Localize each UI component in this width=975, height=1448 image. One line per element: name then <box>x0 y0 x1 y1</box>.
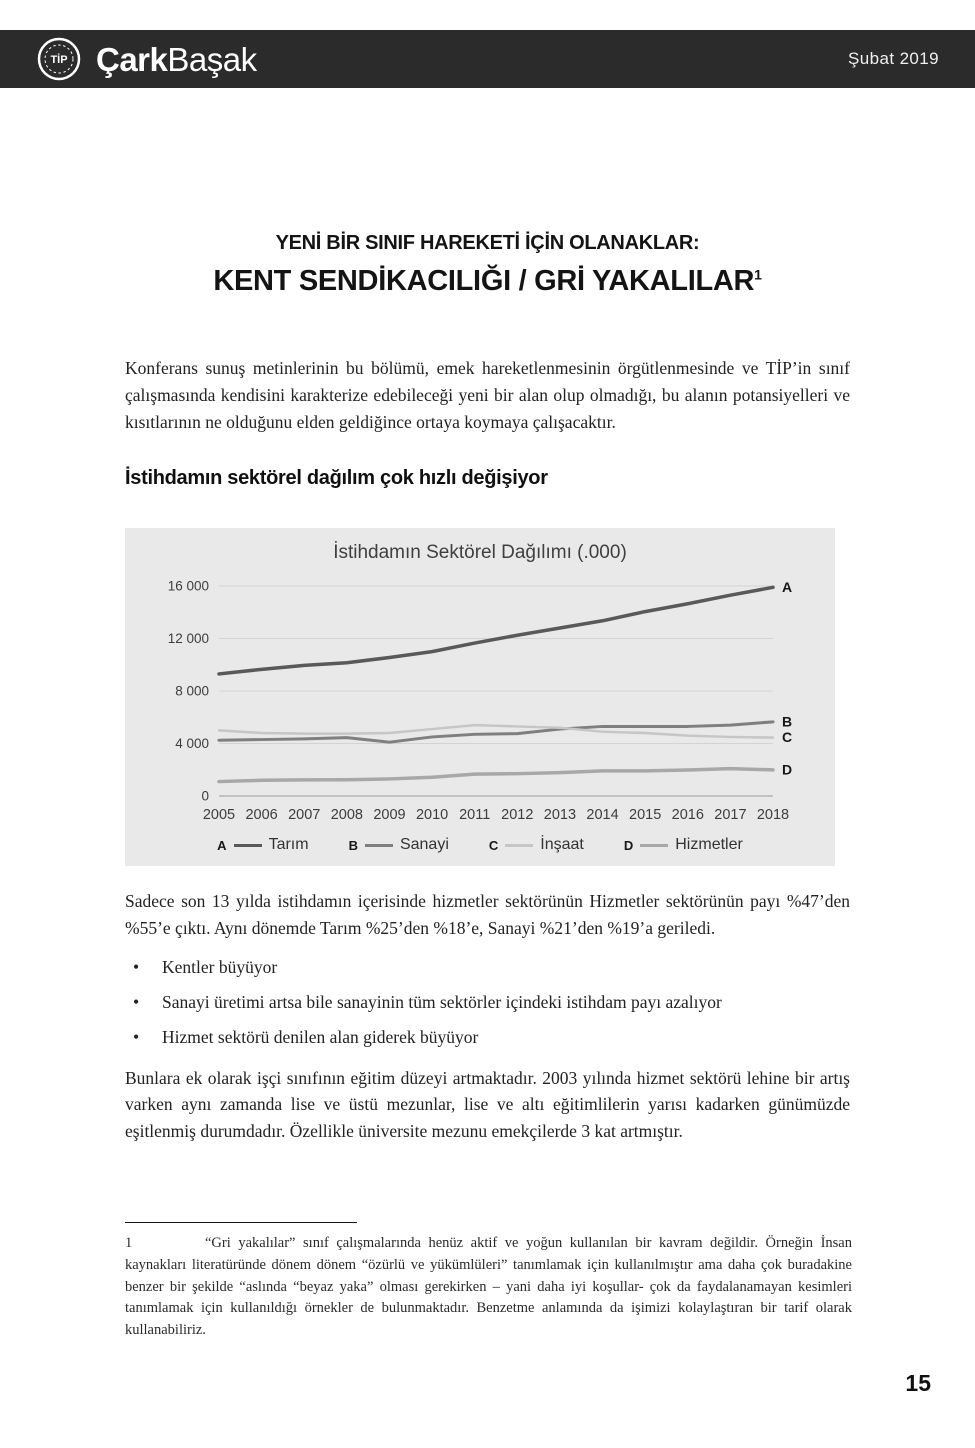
page-number: 15 <box>905 1370 931 1396</box>
closing-paragraph: Bunlara ek olarak işçi sınıfının eğitim düzeyi artmaktadır. 2003 yılında hizmet sektörü lehine bir artış varken aynı zamanda lise ve üstü mezunlar, lise ve altı eğitimlilerin yarısı kadarken günümüzde eşitlenmiş durumdadır. Özellikle üniversite mezunu emekçilerde 3 kat artmıştır. <box>125 1067 850 1142</box>
svg-text:8 000: 8 000 <box>175 683 209 699</box>
list-item: • Kentler büyüyor <box>125 954 850 980</box>
section-heading: İstihdamın sektörel dağılım çok hızlı değişiyor <box>125 467 548 490</box>
brand-bold: Çark <box>96 40 168 78</box>
legend-item <box>217 836 308 854</box>
svg-text:2005: 2005 <box>202 807 236 824</box>
svg-text:D: D <box>782 761 793 778</box>
footnote-text <box>125 1233 852 1342</box>
svg-text:2009: 2009 <box>373 807 406 824</box>
legend-label: Tarım <box>268 836 309 854</box>
article-title <box>125 265 850 298</box>
svg-text:4 000: 4 000 <box>175 736 209 752</box>
svg-text:C: C <box>782 729 793 746</box>
svg-text:2008: 2008 <box>330 807 363 824</box>
svg-text:B: B <box>782 713 793 730</box>
employment-sector-chart <box>125 528 835 866</box>
legend-letter: B <box>348 837 358 853</box>
footnote-number: 1 <box>125 1235 133 1251</box>
employment-chart-plot <box>125 570 835 826</box>
masthead <box>0 30 975 88</box>
svg-text:2010: 2010 <box>415 807 449 824</box>
legend-item <box>624 836 743 854</box>
brand-light: Başak <box>167 40 257 78</box>
legend-line-swatch <box>505 844 533 847</box>
intro-paragraph: Konferans sunuş metinlerinin bu bölümü, emek hareketlenmesinin örgütlenmesinde ve TİP’in sınıf çalışmasında kendisini karakterize edebileceği yeni bir alan olup olmadığı, bu alanın potansiyelleri ve kısıtlarının ne olduğunu elden geldiğince ortaya koymaya çalışacaktır. <box>125 358 850 432</box>
svg-text:2007: 2007 <box>288 807 321 824</box>
legend-label: İnşaat <box>540 836 584 854</box>
publication-brand <box>96 40 257 78</box>
svg-text:12 000: 12 000 <box>167 631 209 647</box>
footnote-rule <box>125 1222 357 1223</box>
issue-date: Şubat 2019 <box>848 49 939 68</box>
legend-letter: A <box>217 837 227 853</box>
svg-text:2018: 2018 <box>756 807 790 824</box>
svg-text:2012: 2012 <box>501 807 534 824</box>
list-item: • Hizmet sektörü denilen alan giderek büyüyor <box>125 1024 850 1050</box>
footnote-block <box>125 1222 852 1342</box>
chart-legend <box>125 836 835 854</box>
svg-text:2006: 2006 <box>245 807 278 824</box>
legend-label: Sanayi <box>399 836 449 854</box>
footnote-body: “Gri yakalılar” sınıf çalışmalarında henüz aktif ve yoğun kullanılan bir kavram değildir. Örneğin İnsan kaynakları literatüründe dönem dönem “özürlü ve yükümlüleri” tanımlamak için kullanılmıştır ama daha çok buradakine benzer bir şekilde “aslında “beyaz yaka” olması gerekirken – yani daha iyi koşullar- çok da faydalanamayan kesimleri tanımlamak için kullanıldığı örnekler de bulunmaktadır. Benzetme anlamında da işimizi kolaylaştıran bir tarif olarak kullanabiliriz. <box>125 1235 852 1338</box>
legend-line-swatch <box>365 844 393 847</box>
footnote-reference: 1 <box>754 266 762 283</box>
legend-letter: D <box>623 837 634 853</box>
logo-text: TİP <box>50 54 68 66</box>
after-chart-paragraph: Sadece son 13 yılda istihdamın içerisinde hizmetler sektörünün Hizmetler sektörünün payı %47’den %55’e çıktı. Aynı dönemde Tarım %25’den %18’e, Sanayi %21’den %19’a geriledi. <box>125 891 850 939</box>
svg-text:2014: 2014 <box>586 807 619 824</box>
article-title-text: KENT SENDİKACILIĞI / GRİ YAKALILAR <box>213 265 755 297</box>
article-page <box>0 232 975 1145</box>
svg-text:2015: 2015 <box>629 807 662 824</box>
svg-text:16 000: 16 000 <box>167 578 209 594</box>
svg-text:2017: 2017 <box>714 807 747 824</box>
legend-line-swatch <box>234 844 262 847</box>
legend-letter: C <box>488 837 499 853</box>
list-item: • Sanayi üretimi artsa bile sanayinin tüm sektörler içindeki istihdam payı azalıyor <box>125 989 850 1015</box>
svg-text:2016: 2016 <box>671 807 704 824</box>
tip-party-logo-icon <box>36 36 82 82</box>
chart-title: İstihdamın Sektörel Dağılımı (.000) <box>333 542 627 564</box>
article-kicker: YENİ BİR SINIF HAREKETİ İÇİN OLANAKLAR: <box>275 232 700 254</box>
svg-text:0: 0 <box>201 788 209 804</box>
legend-line-swatch <box>640 844 668 847</box>
svg-text:2011: 2011 <box>459 807 491 824</box>
svg-text:A: A <box>782 579 793 596</box>
legend-item <box>489 836 584 854</box>
legend-label: Hizmetler <box>675 836 743 854</box>
legend-item <box>349 836 449 854</box>
svg-text:2013: 2013 <box>543 807 577 824</box>
bullet-list <box>125 954 850 1051</box>
